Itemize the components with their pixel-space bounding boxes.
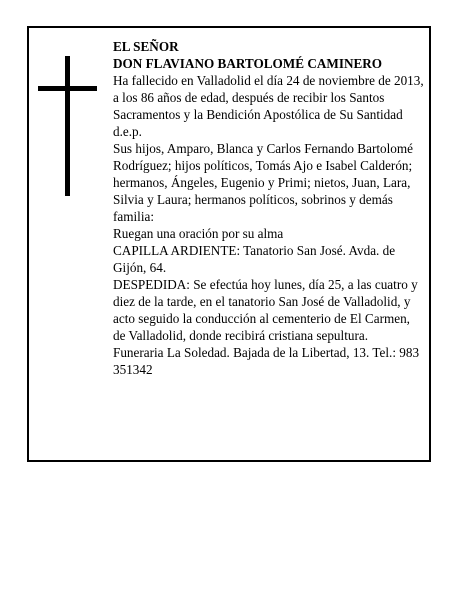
family-list: Sus hijos, Amparo, Blanca y Carlos Fernando Bartolomé Rodríguez; hijos políticos, Tomás Ajo e Isabel Calderón; hermanos, Ángeles, Eugenio y Primi; nietos, Juan, Lara, Silvia y Laura; hermanos políticos, sobrinos y demás familia: xyxy=(113,141,413,224)
farewell-info: DESPEDIDA: Se efectúa hoy lunes, día 25, a las cuatro y diez de la tarde, en el tanatorio San José de Valladolid, y acto seguido la conducción al cementerio de El Carmen, de Valladolid, donde recibirá cristiana sepultura. xyxy=(113,277,418,343)
cross-horizontal-bar xyxy=(38,86,97,91)
funeral-home-info: Funeraria La Soledad. Bajada de la Libertad, 13. Tel.: 983 351342 xyxy=(113,345,420,377)
notice-title: EL SEÑOR xyxy=(113,39,179,54)
cross-vertical-bar xyxy=(65,56,70,196)
prayer-request: Ruegan una oración por su alma xyxy=(113,226,284,241)
dep-abbreviation: d.e.p. xyxy=(113,124,142,139)
death-announcement: Ha fallecido en Valladolid el día 24 de noviembre de 2013, a los 86 años de edad, después de recibir los Santos Sacramentos y la Bendición Apostólica de Su Santidad xyxy=(113,73,424,122)
chapel-info: CAPILLA ARDIENTE: Tanatorio San José. Avda. de Gijón, 64. xyxy=(113,243,396,275)
deceased-name: DON FLAVIANO BARTOLOMÉ CAMINERO xyxy=(113,56,383,71)
obituary-text xyxy=(113,38,425,378)
